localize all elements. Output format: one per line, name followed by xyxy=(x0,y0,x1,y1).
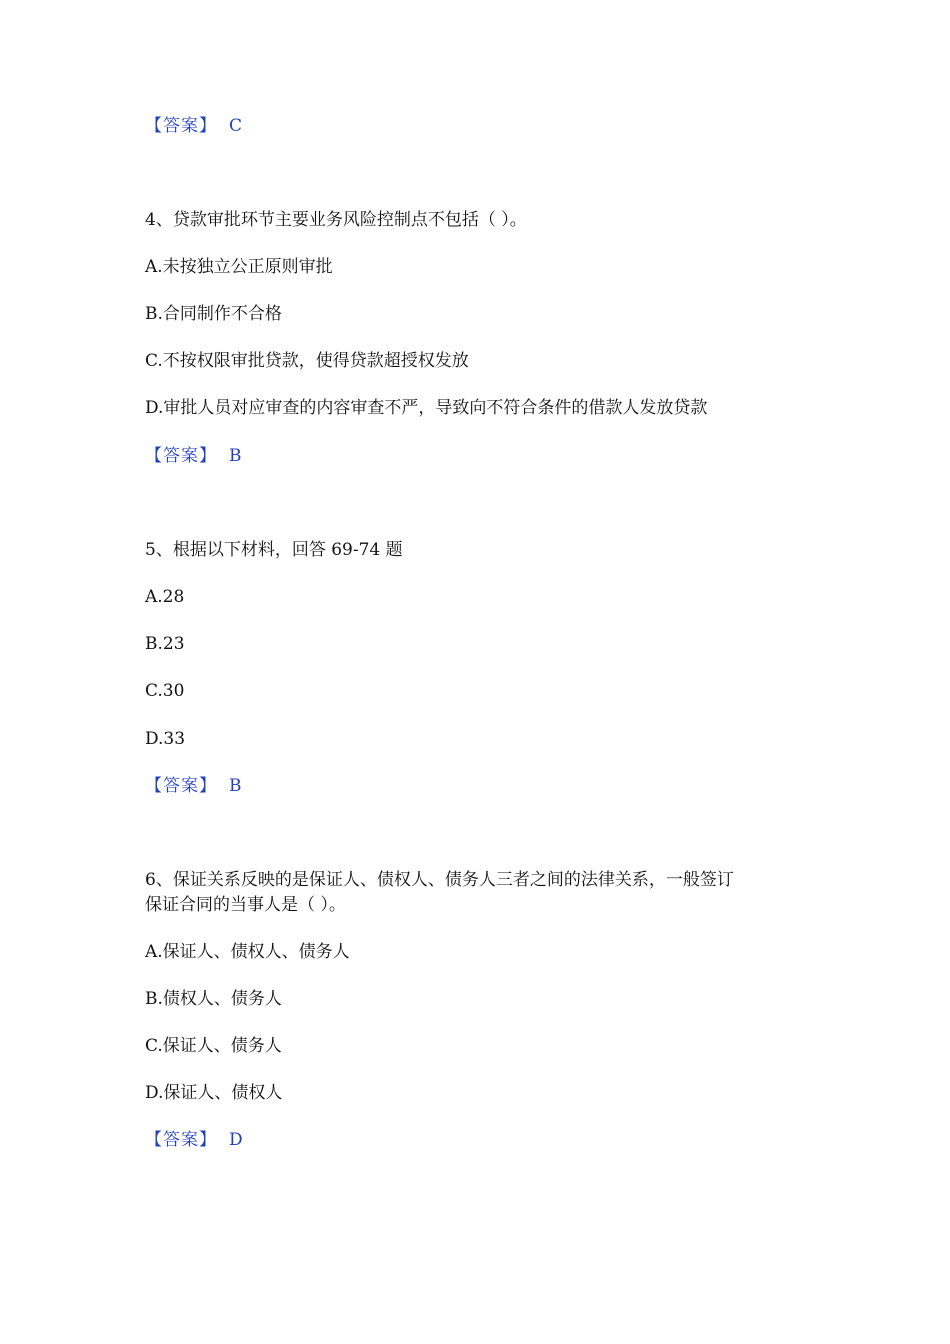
question-4-option-c: C.不按权限审批贷款，使得贷款超授权发放 xyxy=(145,351,469,371)
question-6-stem-line-2: 保证合同的当事人是（ ）。 xyxy=(145,895,346,915)
question-6-stem-line-1: 6、保证关系反映的是保证人、债权人、债务人三者之间的法律关系，一般签订 xyxy=(145,870,734,890)
answer-value: C xyxy=(229,116,243,136)
answer-line-q5 xyxy=(145,774,242,798)
question-5-option-d: D.33 xyxy=(145,729,186,749)
question-6-option-c: C.保证人、债务人 xyxy=(145,1036,282,1056)
answer-line-q6 xyxy=(145,1128,243,1152)
answer-value: B xyxy=(229,776,242,796)
question-4-option-b: B.合同制作不合格 xyxy=(145,304,282,324)
question-5-option-c: C.30 xyxy=(145,681,185,701)
answer-value: D xyxy=(229,1130,243,1150)
question-6-option-a: A.保证人、债权人、债务人 xyxy=(145,942,350,962)
answer-label: 【答案】 xyxy=(145,1130,217,1150)
question-4-option-a: A.未按独立公正原则审批 xyxy=(145,257,333,277)
question-6-option-b: B.债权人、债务人 xyxy=(145,989,282,1009)
question-5-option-b: B.23 xyxy=(145,634,185,654)
answer-value: B xyxy=(229,446,242,466)
answer-line-q4 xyxy=(145,444,242,468)
answer-line-prev xyxy=(145,114,242,138)
question-4-stem: 4、贷款审批环节主要业务风险控制点不包括（ ）。 xyxy=(145,210,527,230)
question-5-stem: 5、根据以下材料，回答 69-74 题 xyxy=(145,540,403,560)
question-6-option-d: D.保证人、债权人 xyxy=(145,1083,283,1103)
answer-label: 【答案】 xyxy=(145,446,217,466)
answer-label: 【答案】 xyxy=(145,776,217,796)
answer-label: 【答案】 xyxy=(145,116,217,136)
question-5-option-a: A.28 xyxy=(145,587,185,607)
question-4-option-d: D.审批人员对应审查的内容审查不严，导致向不符合条件的借款人发放贷款 xyxy=(145,398,708,418)
